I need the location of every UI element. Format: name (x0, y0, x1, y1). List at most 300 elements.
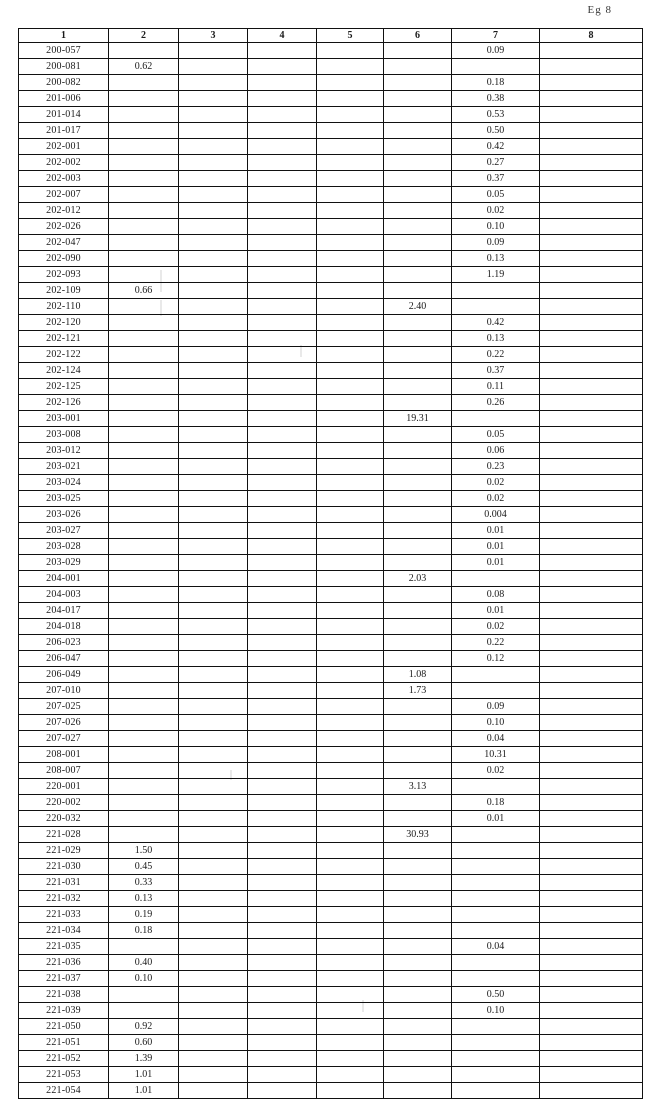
table-row (19, 779, 643, 795)
value-cell (248, 667, 317, 683)
table-row (19, 555, 643, 571)
value-cell (384, 347, 452, 363)
value-cell: 0.09 (452, 43, 540, 59)
value-cell (109, 699, 179, 715)
value-cell (179, 219, 248, 235)
row-id-cell: 207-027 (19, 731, 109, 747)
value-cell: 0.02 (452, 475, 540, 491)
value-cell (540, 155, 643, 171)
value-cell (384, 155, 452, 171)
table-column-header: 4 (248, 29, 317, 43)
value-cell (179, 459, 248, 475)
row-id-cell: 220-001 (19, 779, 109, 795)
row-id-cell: 202-003 (19, 171, 109, 187)
value-cell: 0.10 (452, 219, 540, 235)
value-cell (109, 123, 179, 139)
value-cell (109, 379, 179, 395)
value-cell: 0.18 (452, 795, 540, 811)
row-id-cell: 202-093 (19, 267, 109, 283)
value-cell (384, 715, 452, 731)
table-row (19, 939, 643, 955)
value-cell (248, 939, 317, 955)
data-table-container (18, 28, 642, 1099)
value-cell (384, 283, 452, 299)
row-id-cell: 221-037 (19, 971, 109, 987)
value-cell (384, 651, 452, 667)
value-cell (452, 683, 540, 699)
value-cell (540, 107, 643, 123)
table-row (19, 283, 643, 299)
value-cell (248, 347, 317, 363)
value-cell (248, 619, 317, 635)
value-cell (248, 971, 317, 987)
value-cell (317, 235, 384, 251)
row-id-cell: 202-012 (19, 203, 109, 219)
value-cell (179, 827, 248, 843)
value-cell (317, 459, 384, 475)
row-id-cell: 207-026 (19, 715, 109, 731)
table-column-header: 7 (452, 29, 540, 43)
value-cell: 0.22 (452, 635, 540, 651)
value-cell (540, 1083, 643, 1099)
value-cell (317, 987, 384, 1003)
value-cell (248, 251, 317, 267)
value-cell (540, 811, 643, 827)
value-cell (248, 1083, 317, 1099)
value-cell (317, 155, 384, 171)
row-id-cell: 204-003 (19, 587, 109, 603)
row-id-cell: 200-057 (19, 43, 109, 59)
value-cell (317, 1019, 384, 1035)
row-id-cell: 202-026 (19, 219, 109, 235)
value-cell (248, 891, 317, 907)
value-cell (384, 427, 452, 443)
row-id-cell: 202-001 (19, 139, 109, 155)
value-cell (540, 795, 643, 811)
value-cell (248, 187, 317, 203)
table-body (19, 43, 643, 1099)
value-cell (384, 187, 452, 203)
row-id-cell: 220-032 (19, 811, 109, 827)
value-cell (384, 1035, 452, 1051)
value-cell (317, 859, 384, 875)
value-cell (540, 507, 643, 523)
value-cell (248, 923, 317, 939)
row-id-cell: 203-001 (19, 411, 109, 427)
row-id-cell: 203-028 (19, 539, 109, 555)
value-cell (317, 347, 384, 363)
value-cell (248, 331, 317, 347)
value-cell (248, 1051, 317, 1067)
value-cell (317, 283, 384, 299)
value-cell (248, 379, 317, 395)
value-cell (248, 75, 317, 91)
value-cell: 0.02 (452, 619, 540, 635)
value-cell (540, 91, 643, 107)
value-cell (179, 347, 248, 363)
table-row (19, 267, 643, 283)
value-cell: 0.01 (452, 811, 540, 827)
table-row (19, 715, 643, 731)
value-cell: 1.01 (109, 1083, 179, 1099)
value-cell (540, 219, 643, 235)
row-id-cell: 202-122 (19, 347, 109, 363)
row-id-cell: 200-081 (19, 59, 109, 75)
value-cell (384, 843, 452, 859)
value-cell (540, 747, 643, 763)
value-cell (317, 139, 384, 155)
row-id-cell: 221-035 (19, 939, 109, 955)
value-cell (384, 747, 452, 763)
value-cell (540, 731, 643, 747)
value-cell (248, 203, 317, 219)
value-cell (540, 987, 643, 1003)
value-cell: 0.38 (452, 91, 540, 107)
value-cell: 0.45 (109, 859, 179, 875)
value-cell (179, 155, 248, 171)
value-cell (248, 171, 317, 187)
value-cell (109, 331, 179, 347)
value-cell (540, 379, 643, 395)
table-row (19, 315, 643, 331)
value-cell (384, 987, 452, 1003)
value-cell (109, 491, 179, 507)
value-cell (317, 251, 384, 267)
value-cell (109, 443, 179, 459)
value-cell (317, 555, 384, 571)
value-cell (179, 107, 248, 123)
value-cell (179, 715, 248, 731)
value-cell (179, 1051, 248, 1067)
table-row (19, 299, 643, 315)
value-cell (540, 763, 643, 779)
value-cell (540, 907, 643, 923)
row-id-cell: 221-038 (19, 987, 109, 1003)
value-cell (540, 331, 643, 347)
value-cell (540, 139, 643, 155)
value-cell (248, 683, 317, 699)
value-cell: 0.10 (109, 971, 179, 987)
value-cell (179, 635, 248, 651)
value-cell: 0.53 (452, 107, 540, 123)
value-cell (109, 139, 179, 155)
value-cell (179, 171, 248, 187)
value-cell (109, 523, 179, 539)
value-cell (179, 331, 248, 347)
value-cell (179, 299, 248, 315)
data-table (18, 28, 643, 1099)
value-cell: 0.01 (452, 555, 540, 571)
value-cell (109, 651, 179, 667)
table-row (19, 763, 643, 779)
value-cell (540, 635, 643, 651)
value-cell (179, 363, 248, 379)
value-cell (540, 827, 643, 843)
value-cell: 3.13 (384, 779, 452, 795)
value-cell (384, 139, 452, 155)
row-id-cell: 221-050 (19, 1019, 109, 1035)
value-cell (248, 859, 317, 875)
value-cell (384, 1083, 452, 1099)
value-cell (248, 715, 317, 731)
value-cell (317, 331, 384, 347)
value-cell (248, 395, 317, 411)
table-row (19, 955, 643, 971)
value-cell (109, 347, 179, 363)
value-cell (317, 379, 384, 395)
value-cell (384, 555, 452, 571)
value-cell (109, 619, 179, 635)
value-cell: 0.02 (452, 203, 540, 219)
value-cell: 1.39 (109, 1051, 179, 1067)
value-cell (384, 603, 452, 619)
table-row (19, 219, 643, 235)
row-id-cell: 201-006 (19, 91, 109, 107)
value-cell: 0.27 (452, 155, 540, 171)
table-column-header: 5 (317, 29, 384, 43)
value-cell: 0.01 (452, 523, 540, 539)
table-row (19, 235, 643, 251)
value-cell: 0.37 (452, 171, 540, 187)
value-cell (540, 1003, 643, 1019)
value-cell (317, 683, 384, 699)
value-cell (109, 107, 179, 123)
value-cell (248, 651, 317, 667)
value-cell (317, 395, 384, 411)
value-cell: 0.42 (452, 139, 540, 155)
value-cell (317, 667, 384, 683)
value-cell (317, 795, 384, 811)
table-row (19, 123, 643, 139)
value-cell: 0.01 (452, 539, 540, 555)
value-cell (179, 907, 248, 923)
value-cell: 0.66 (109, 283, 179, 299)
value-cell (109, 603, 179, 619)
value-cell (109, 427, 179, 443)
value-cell (248, 363, 317, 379)
value-cell: 0.12 (452, 651, 540, 667)
value-cell (384, 267, 452, 283)
value-cell (317, 619, 384, 635)
value-cell (452, 59, 540, 75)
value-cell (540, 299, 643, 315)
value-cell (540, 187, 643, 203)
value-cell (317, 955, 384, 971)
value-cell (384, 107, 452, 123)
value-cell: 0.09 (452, 699, 540, 715)
value-cell (540, 459, 643, 475)
value-cell (540, 651, 643, 667)
value-cell: 0.42 (452, 315, 540, 331)
value-cell (317, 843, 384, 859)
value-cell (452, 875, 540, 891)
value-cell (317, 1083, 384, 1099)
value-cell (540, 347, 643, 363)
value-cell (248, 1019, 317, 1035)
table-row (19, 107, 643, 123)
value-cell (540, 571, 643, 587)
value-cell (540, 859, 643, 875)
value-cell (179, 555, 248, 571)
value-cell (384, 379, 452, 395)
value-cell (109, 155, 179, 171)
value-cell (317, 523, 384, 539)
value-cell (384, 235, 452, 251)
value-cell (179, 587, 248, 603)
value-cell (317, 443, 384, 459)
value-cell (384, 1019, 452, 1035)
value-cell: 0.22 (452, 347, 540, 363)
value-cell (179, 939, 248, 955)
value-cell: 0.01 (452, 603, 540, 619)
value-cell (248, 731, 317, 747)
value-cell (179, 667, 248, 683)
value-cell (540, 267, 643, 283)
value-cell (540, 43, 643, 59)
table-row (19, 875, 643, 891)
value-cell (248, 603, 317, 619)
value-cell (248, 315, 317, 331)
value-cell (384, 315, 452, 331)
value-cell (248, 299, 317, 315)
value-cell (248, 539, 317, 555)
value-cell: 0.33 (109, 875, 179, 891)
value-cell (109, 747, 179, 763)
value-cell (179, 539, 248, 555)
value-cell (109, 75, 179, 91)
value-cell (384, 619, 452, 635)
table-row (19, 523, 643, 539)
value-cell (317, 363, 384, 379)
row-id-cell: 206-023 (19, 635, 109, 651)
value-cell: 0.13 (109, 891, 179, 907)
value-cell (317, 891, 384, 907)
value-cell (109, 1003, 179, 1019)
value-cell (384, 939, 452, 955)
value-cell (384, 395, 452, 411)
value-cell: 0.19 (109, 907, 179, 923)
row-id-cell: 202-121 (19, 331, 109, 347)
row-id-cell: 202-007 (19, 187, 109, 203)
table-column-header: 6 (384, 29, 452, 43)
value-cell (452, 955, 540, 971)
value-cell (109, 939, 179, 955)
row-id-cell: 221-034 (19, 923, 109, 939)
value-cell (248, 1067, 317, 1083)
table-row (19, 635, 643, 651)
value-cell (248, 59, 317, 75)
value-cell (540, 715, 643, 731)
value-cell (248, 1003, 317, 1019)
row-id-cell: 221-053 (19, 1067, 109, 1083)
table-header-row (19, 29, 643, 43)
value-cell: 0.10 (452, 1003, 540, 1019)
value-cell (317, 475, 384, 491)
value-cell (109, 635, 179, 651)
row-id-cell: 201-017 (19, 123, 109, 139)
value-cell: 0.05 (452, 187, 540, 203)
value-cell (384, 859, 452, 875)
value-cell (109, 187, 179, 203)
value-cell (384, 875, 452, 891)
value-cell: 0.04 (452, 939, 540, 955)
value-cell (540, 555, 643, 571)
value-cell (179, 1003, 248, 1019)
value-cell (540, 123, 643, 139)
value-cell (179, 123, 248, 139)
value-cell (452, 1051, 540, 1067)
row-id-cell: 202-109 (19, 283, 109, 299)
table-row (19, 891, 643, 907)
row-id-cell: 203-029 (19, 555, 109, 571)
value-cell (452, 571, 540, 587)
value-cell (179, 235, 248, 251)
value-cell (540, 411, 643, 427)
value-cell (109, 667, 179, 683)
value-cell (317, 1003, 384, 1019)
value-cell (452, 779, 540, 795)
value-cell (179, 427, 248, 443)
value-cell (540, 1019, 643, 1035)
value-cell (384, 907, 452, 923)
table-row (19, 75, 643, 91)
value-cell (317, 171, 384, 187)
value-cell (248, 747, 317, 763)
value-cell (452, 907, 540, 923)
value-cell (540, 1067, 643, 1083)
value-cell (384, 331, 452, 347)
value-cell (179, 779, 248, 795)
value-cell (540, 395, 643, 411)
value-cell (384, 795, 452, 811)
value-cell (248, 811, 317, 827)
value-cell (317, 827, 384, 843)
value-cell (452, 1019, 540, 1035)
table-row (19, 459, 643, 475)
table-row (19, 1035, 643, 1051)
value-cell: 0.50 (452, 987, 540, 1003)
row-id-cell: 203-008 (19, 427, 109, 443)
value-cell (384, 507, 452, 523)
value-cell (540, 539, 643, 555)
row-id-cell: 202-110 (19, 299, 109, 315)
value-cell: 0.05 (452, 427, 540, 443)
value-cell (248, 779, 317, 795)
value-cell (109, 827, 179, 843)
value-cell (248, 987, 317, 1003)
row-id-cell: 203-025 (19, 491, 109, 507)
value-cell (179, 91, 248, 107)
value-cell (317, 923, 384, 939)
row-id-cell: 221-030 (19, 859, 109, 875)
table-row (19, 395, 643, 411)
value-cell (179, 507, 248, 523)
table-row (19, 699, 643, 715)
value-cell (540, 683, 643, 699)
value-cell (179, 1083, 248, 1099)
value-cell (317, 699, 384, 715)
row-id-cell: 208-001 (19, 747, 109, 763)
value-cell: 0.18 (109, 923, 179, 939)
value-cell (384, 891, 452, 907)
value-cell (317, 219, 384, 235)
value-cell (317, 1035, 384, 1051)
row-id-cell: 202-126 (19, 395, 109, 411)
value-cell (109, 683, 179, 699)
value-cell (384, 587, 452, 603)
value-cell (452, 1035, 540, 1051)
table-row (19, 443, 643, 459)
